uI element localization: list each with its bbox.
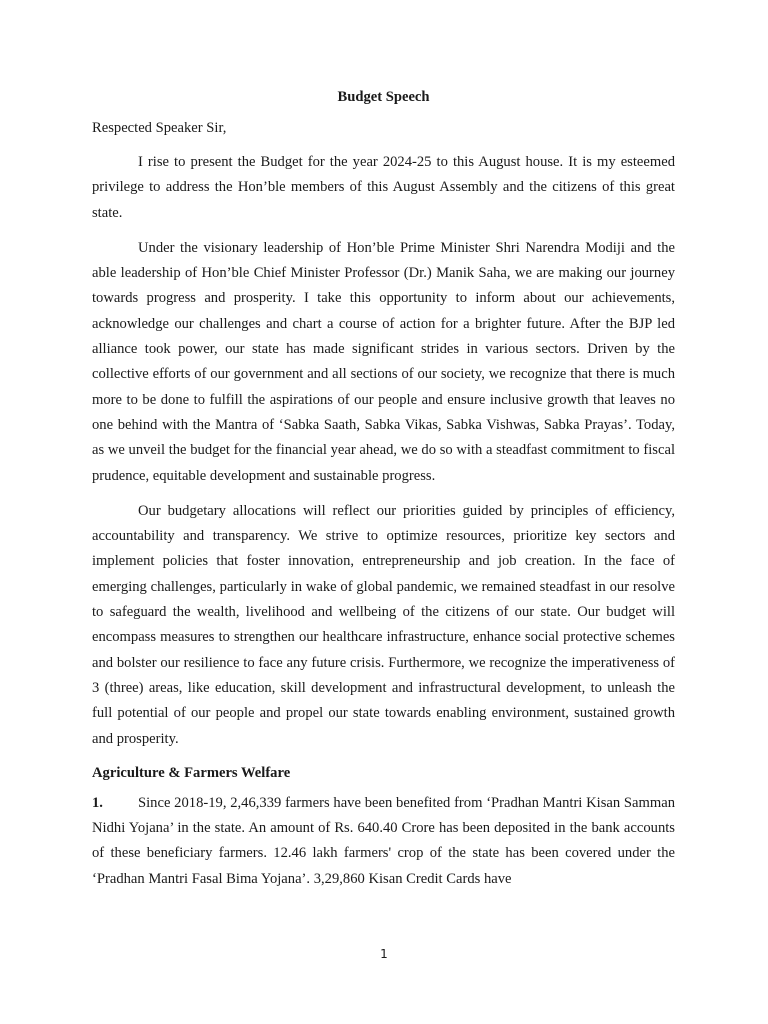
numbered-paragraph	[92, 791, 675, 892]
item-text: Since 2018-19, 2,46,339 farmers have been benefited from ‘Pradhan Mantri Kisan Samman Nidhi Yojana’ in the state. An amount of Rs. 640.40 Crore has been deposited in the bank accounts of these beneficiary farmers. 12.46 lakh farmers' crop of the state has been covered under the ‘Pradhan Mantri Fasal Bima Yojana’. 3,29,860 Kisan Credit Cards have	[92, 794, 675, 887]
item-number: 1.	[92, 794, 103, 811]
paragraph-intro: I rise to present the Budget for the year 2024-25 to this August house. It is my esteemed privilege to address the Hon’ble members of this August Assembly and the citizens of this great state.	[92, 154, 675, 221]
salutation: Respected Speaker Sir,	[92, 120, 227, 136]
paragraph-allocations: Our budgetary allocations will reflect our priorities guided by principles of efficiency, accountability and transparency. We strive to optimize resources, prioritize key sectors and implement policies that foster innovation, entrepreneurship and job creation. In the face of emerging challenges, particularly in wake of global pandemic, we remained steadfast in our resolve to safeguard the wealth, livelihood and wellbeing of the citizens of our state. Our budget will encompass measures to strengthen our healthcare infrastructure, enhance social protective schemes and bolster our resilience to face any future crisis. Furthermore, we recognize the imperativeness of 3 (three) areas, like education, skill development and infrastructural development, to unleash the full potential of our people and propel our state towards enabling environment, sustained growth and prosperity.	[92, 502, 675, 747]
paragraph-leadership: Under the visionary leadership of Hon’ble Prime Minister Shri Narendra Modiji and the able leadership of Hon’ble Chief Minister Professor (Dr.) Manik Saha, we are making our journey towards progress and prosperity. I take this opportunity to inform about our achievements, acknowledge our challenges and chart a course of action for a brighter future. After the BJP led alliance took power, our state has made significant strides in various sectors. Driven by the collective efforts of our government and all sections of our society, we recognize that there is much more to be done to fulfill the aspirations of our people and ensure inclusive growth that leaves no one behind with the Mantra of ‘Sabka Saath, Sabka Vikas, Sabka Vishwas, Sabka Prayas’. Today, as we unveil the budget for the financial year ahead, we do so with a steadfast commitment to fiscal prudence, equitable development and sustainable progress.	[92, 239, 675, 484]
document-page	[92, 86, 675, 892]
section-heading: Agriculture & Farmers Welfare	[92, 764, 291, 781]
document-title: Budget Speech	[337, 89, 430, 105]
page-number: 1	[380, 947, 388, 961]
